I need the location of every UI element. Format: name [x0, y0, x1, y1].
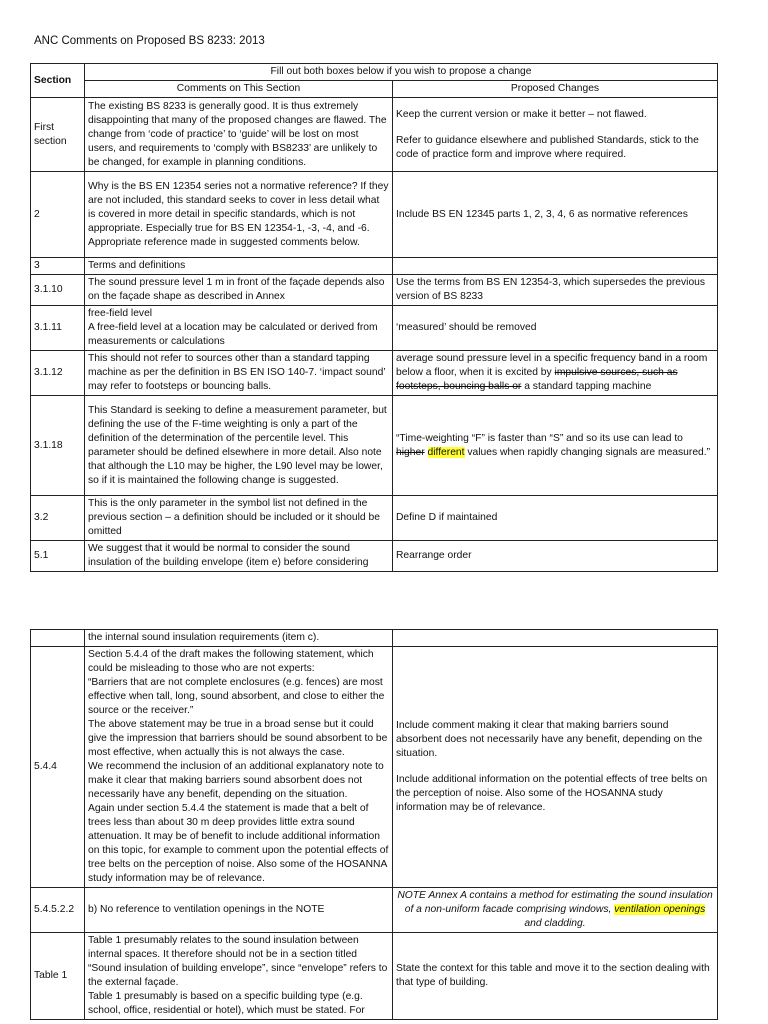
instruction-header: Fill out both boxes below if you wish to propose a change	[85, 64, 718, 81]
proposed-text: Refer to guidance elsewhere and published Standards, stick to the code of practice form and improve where required.	[396, 134, 699, 160]
comment-cell: Terms and definitions	[85, 258, 393, 275]
proposed-cell: ‘measured’ should be removed	[393, 306, 718, 351]
proposed-cell	[393, 98, 718, 172]
proposed-cell: State the context for this table and move it to the section dealing with that type of building.	[393, 933, 718, 1020]
section-header: Section	[31, 64, 85, 98]
comment-text: We recommend the inclusion of an additional explanatory note to make it clear that making barriers sound absorbent does not necessarily have any benefit, depending on the situation.	[88, 761, 384, 800]
proposed-cell: Rearrange order	[393, 541, 718, 572]
section-cell: 5.4.5.2.2	[31, 888, 85, 933]
comment-text: “Barriers that are not complete enclosures (e.g. fences) are most effective when tall, long, sound absorbent, and close to either the source or the receiver.”	[88, 677, 385, 716]
comment-text: Table 1 presumably relates to the sound insulation between internal spaces. It therefore should not be in a section titled “Sound insulation of building envelope”, since “envelope” refers to the external façade.	[88, 935, 388, 988]
comment-cell: This Standard is seeking to define a measurement parameter, but defining the use of the F-time weighting is only a part of the definition of the determination of the percentile level. This parameter should be defined elsewhere in more detail. Also note that although the L10 may be higher, the L90 level may be lower, so if it is maintained the following change is suggested.	[85, 396, 393, 496]
proposed-text: NOTE Annex A contains a method for estimating the sound insulation of a non-uniform facade comprising windows,	[397, 890, 713, 915]
table-row	[31, 306, 718, 351]
highlighted-text: ventilation openings	[614, 904, 706, 915]
section-cell	[31, 630, 85, 647]
proposed-cell	[393, 647, 718, 888]
table-row	[31, 172, 718, 258]
table-row	[31, 396, 718, 496]
comment-text: The above statement may be true in a broad sense but it could give the impression that barriers should be sound absorbent to be most effective, when actually this is not always the case.	[88, 719, 388, 758]
proposed-cell	[393, 258, 718, 275]
section-cell: 3.1.11	[31, 306, 85, 351]
proposed-cell: Define D if maintained	[393, 496, 718, 541]
comment-cell	[85, 933, 393, 1020]
proposed-text: a standard tapping machine	[521, 381, 652, 392]
table-row	[31, 496, 718, 541]
section-cell: 3.1.18	[31, 396, 85, 496]
comments-table-continued	[30, 629, 718, 1020]
section-cell: 3.2	[31, 496, 85, 541]
section-cell: First section	[31, 98, 85, 172]
table-row	[31, 98, 718, 172]
table-row	[31, 541, 718, 572]
section-cell: 3.1.12	[31, 351, 85, 396]
proposed-text: “Time-weighting “F” is faster than “S” and so its use can lead to	[396, 432, 683, 444]
proposed-cell	[393, 630, 718, 647]
comment-cell: This should not refer to sources other than a standard tapping machine as per the definition in BS EN ISO 140-7. ‘impact sound’ may refer to footsteps or bouncing balls.	[85, 351, 393, 396]
table-row	[31, 351, 718, 396]
document-title: ANC Comments on Proposed BS 8233: 2013	[34, 35, 265, 47]
highlighted-text: different	[427, 446, 465, 458]
comment-cell: We suggest that it would be normal to consider the sound insulation of the building envelope (item e) before considering	[85, 541, 393, 572]
comments-header: Comments on This Section	[85, 81, 393, 98]
comment-cell: The existing BS 8233 is generally good. It is thus extremely disappointing that many of the proposed changes are flawed. The change from ‘code of practice’ to ‘guide’ will be lost on most users, and requirements to ‘comply with BS8233’ are unlikely to be changed, for example in planning conditions.	[85, 98, 393, 172]
proposed-cell	[393, 396, 718, 496]
comment-cell	[85, 647, 393, 888]
subheader-row	[31, 81, 718, 98]
section-cell: 5.4.4	[31, 647, 85, 888]
comment-cell	[85, 306, 393, 351]
comment-cell: the internal sound insulation requirements (item c).	[85, 630, 393, 647]
proposed-text: average sound pressure level in a specific frequency band in a room below a floor, when it is excited by	[396, 353, 708, 378]
proposed-text: values when rapidly changing signals are measured.”	[464, 446, 711, 458]
comment-cell: The sound pressure level 1 m in front of the façade depends also on the façade shape as described in Annex	[85, 275, 393, 306]
section-cell: 5.1	[31, 541, 85, 572]
header-row	[31, 64, 718, 81]
proposed-text: and cladding.	[524, 918, 586, 929]
table-row	[31, 258, 718, 275]
proposed-text: Keep the current version or make it better – not flawed.	[396, 108, 647, 120]
table-row	[31, 647, 718, 888]
term-label: free-field level	[88, 308, 153, 319]
section-cell: 3.1.10	[31, 275, 85, 306]
proposed-header: Proposed Changes	[393, 81, 718, 98]
deleted-text: higher	[396, 446, 425, 458]
comment-cell: b) No reference to ventilation openings in the NOTE	[85, 888, 393, 933]
proposed-cell: Include BS EN 12345 parts 1, 2, 3, 4, 6 as normative references	[393, 172, 718, 258]
table-row	[31, 888, 718, 933]
table-row	[31, 630, 718, 647]
proposed-cell	[393, 351, 718, 396]
table-row	[31, 275, 718, 306]
proposed-text: Include additional information on the potential effects of tree belts on the perception of noise. Also some of the HOSANNA study information may be of relevance.	[396, 774, 708, 813]
comment-text: Section 5.4.4 of the draft makes the following statement, which could be misleading to those who are not experts:	[88, 649, 374, 674]
section-cell: 2	[31, 172, 85, 258]
section-cell: 3	[31, 258, 85, 275]
comment-text: Table 1 presumably is based on a specific building type (e.g. school, office, residential or hotel), which must be stated. For	[88, 991, 365, 1016]
proposed-cell	[393, 888, 718, 933]
comment-text: Again under section 5.4.4 the statement is made that a belt of trees less than about 30 m deep provides little extra sound attenuation. It may be of benefit to include additional information on this topic, for example to comment upon the potential effects of tree belts on the perception of noise. Also some of the HOSANNA study information may be of relevance.	[88, 803, 389, 884]
table-row	[31, 933, 718, 1020]
comments-table	[30, 63, 718, 572]
section-cell: Table 1	[31, 933, 85, 1020]
deleted-text: impulsive sources, such as footsteps, bouncing balls or	[396, 367, 678, 392]
proposed-cell: Use the terms from BS EN 12354-3, which supersedes the previous version of BS 8233	[393, 275, 718, 306]
proposed-text: Include comment making it clear that making barriers sound absorbent does not necessarily have any benefit, depending on the situation.	[396, 720, 703, 759]
comment-cell: Why is the BS EN 12354 series not a normative reference? If they are not included, this standard seeks to cover in less detail what is covered in more detail in specific standards, which is not appropriate. Especially true for BS EN 12354-1, -3, -4, and -6. Appropriate reference made in suggested comments below.	[85, 172, 393, 258]
comment-text: A free-field level at a location may be calculated or derived from measurements or calculations	[88, 322, 378, 347]
comment-cell: This is the only parameter in the symbol list not defined in the previous section – a definition should be included or it should be omitted	[85, 496, 393, 541]
